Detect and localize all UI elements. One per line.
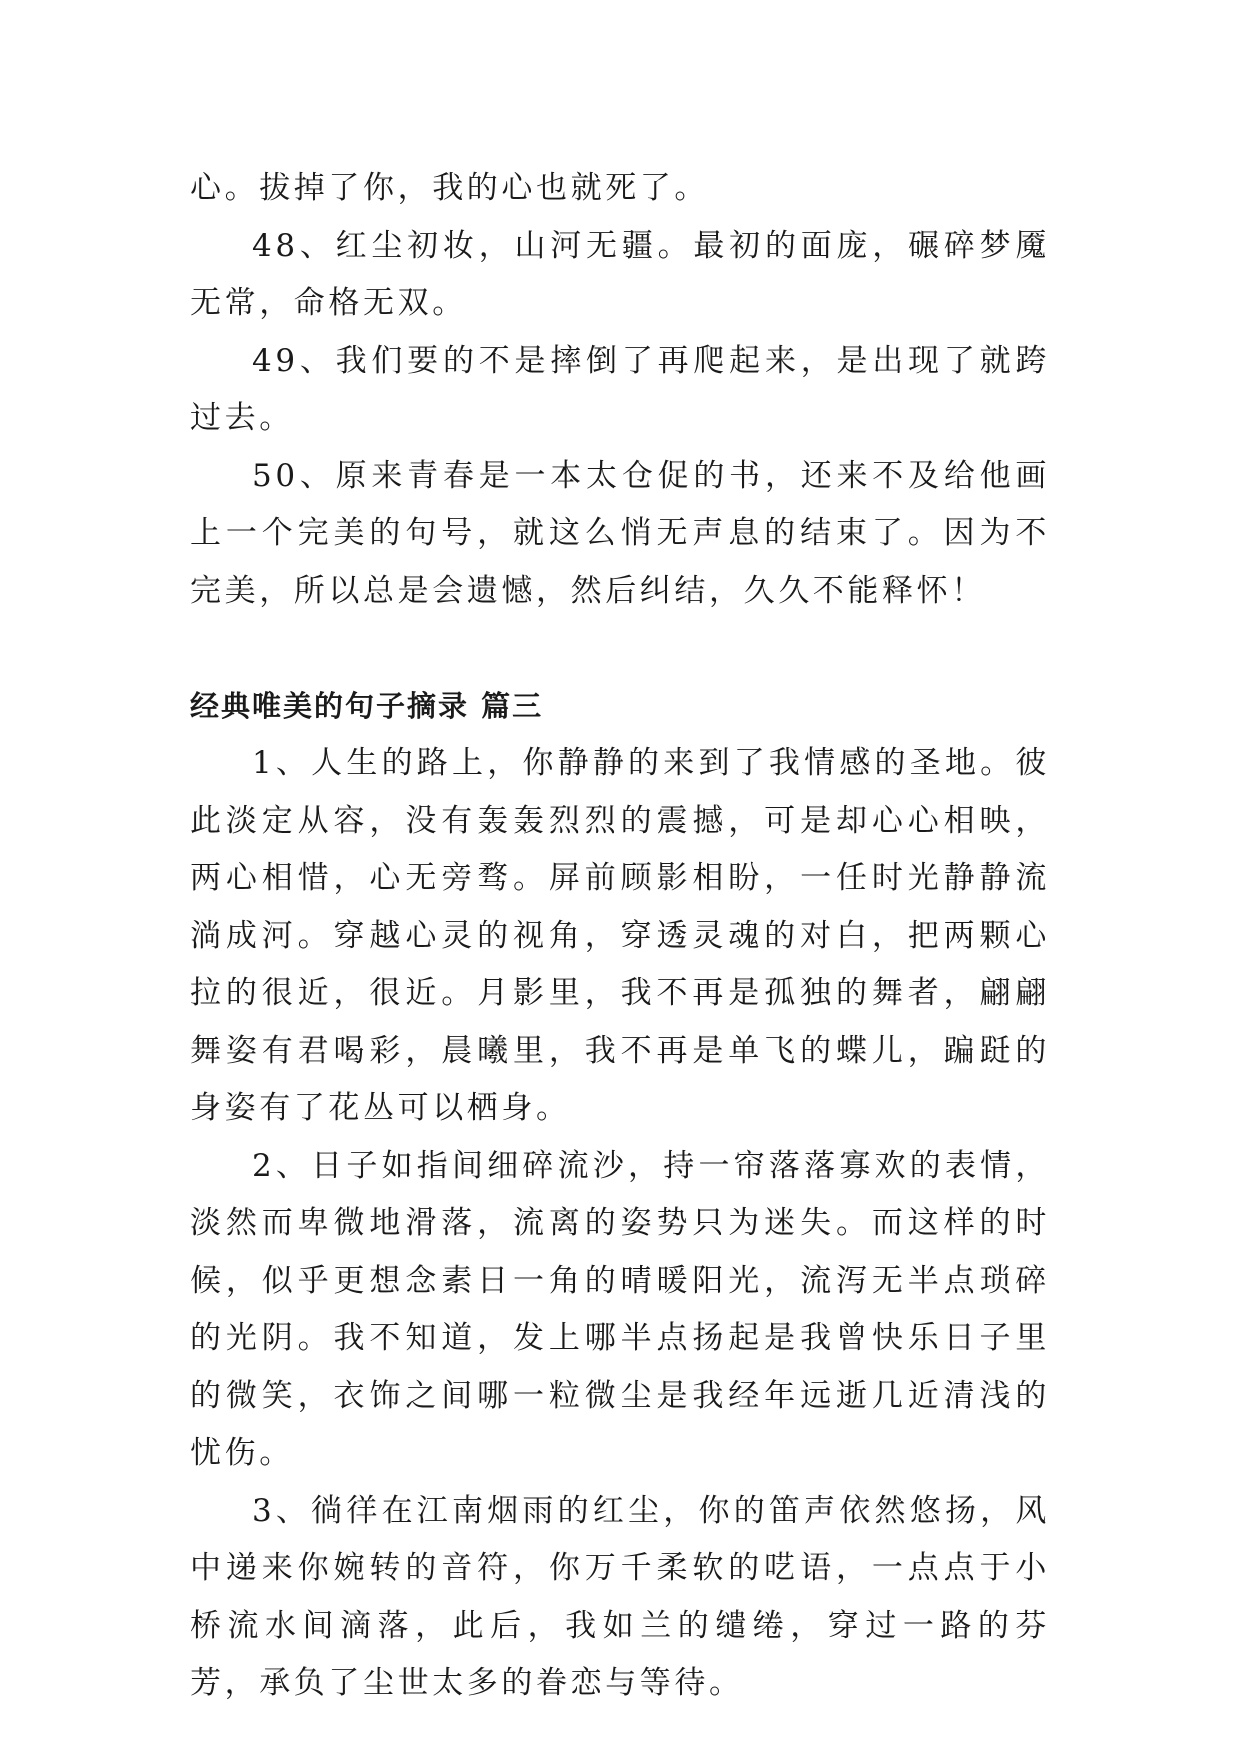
- paragraph-item-2: 2、日子如指间细碎流沙，持一帘落落寡欢的表情，淡然而卑微地滑落，流离的姿势只为迷失。而这样的时候，似乎更想念素日一角的晴暖阳光，流泻无半点琐碎的光阴。我不知道，发上哪半点扬起是我曾快乐日子里的微笑，衣饰之间哪一粒微尘是我经年远逝几近清浅的忧伤。: [190, 1147, 1050, 1471]
- paragraph-item-3: 3、徜徉在江南烟雨的红尘，你的笛声依然悠扬，风中递来你婉转的音符，你万千柔软的呓语，一点点于小桥流水间滴落，此后，我如兰的缱绻，穿过一路的芬芳，承负了尘世太多的眷恋与等待。: [190, 1492, 1050, 1701]
- paragraph-continuation: 心。拔掉了你，我的心也就死了。: [190, 170, 709, 206]
- section-heading: 经典唯美的句子摘录 篇三: [190, 689, 544, 723]
- paragraph-item-48: 48、红尘初妆，山河无疆。最初的面庞，碾碎梦魇无常，命格无双。: [190, 227, 1050, 321]
- paragraph-item-50: 50、原来青春是一本太仓促的书，还来不及给他画上一个完美的句号，就这么悄无声息的结束了。因为不完美，所以总是会遗憾，然后纠结，久久不能释怀！: [190, 457, 1050, 609]
- document-page: [190, 160, 1050, 1713]
- paragraph-item-1: 1、人生的路上，你静静的来到了我情感的圣地。彼此淡定从容，没有轰轰烈烈的震撼，可是却心心相映，两心相惜，心无旁骛。屏前顾影相盼，一任时光静静流淌成河。穿越心灵的视角，穿透灵魂的对白，把两颗心拉的很近，很近。月影里，我不再是孤独的舞者，翩翩舞姿有君喝彩，晨曦里，我不再是单飞的蝶儿，蹁跹的身姿有了花丛可以栖身。: [190, 745, 1050, 1126]
- paragraph-item-49: 49、我们要的不是摔倒了再爬起来，是出现了就跨过去。: [190, 342, 1050, 436]
